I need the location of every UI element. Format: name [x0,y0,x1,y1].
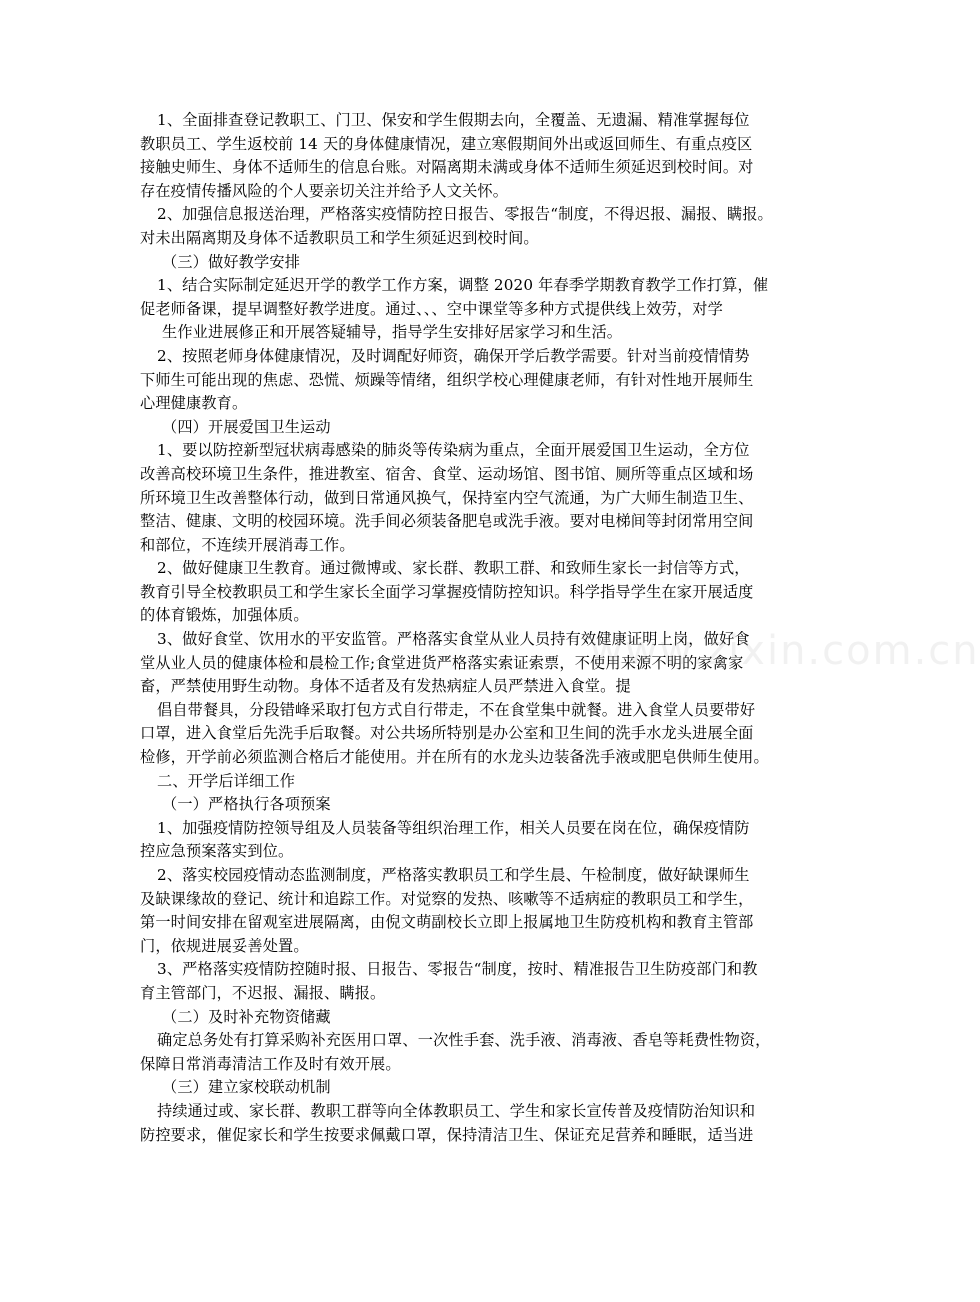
text-line: 及缺课缘故的登记、统计和追踪工作。对觉察的发热、咳嗽等不适病症的教职员工和学生， [140,889,754,908]
text-line: 所环境卫生改善整体行动，做到日常通风换气，保持室内空气流通，为广大师生制造卫生、 [140,488,754,507]
text-line: 2、做好健康卫生教育。通过微博或、家长群、教职工群、和致师生家长一封信等方式， [157,559,750,578]
watermark: www.zixin.com.cn [590,628,980,674]
text-line: 1、加强疫情防控领导组及人员装备等组织治理工作，相关人员要在岗在位，确保疫情防 [157,818,750,837]
section-heading: （三）做好教学安排 [162,252,301,271]
text-line: 畜，严禁使用野生动物。身体不适者及有发热病症人员严禁进入食堂。提 [140,677,631,696]
text-line: 2、加强信息报送治理，严格落实疫情防控日报告、零报告“制度，不得迟报、漏报、瞒报。 [157,205,773,224]
text-line: 育主管部门，不迟报、漏报、瞒报。 [140,983,386,1002]
text-line: 持续通过或、家长群、教职工群等向全体教职员工、学生和家长宣传普及疫情防治知识和 [157,1101,756,1120]
text-line: 检修，开学前必须监测合格后才能使用。并在所有的水龙头边装备洗手液或肥皂供师生使用。 [140,748,769,767]
text-line: 防控要求，催促家长和学生按要求佩戴口罩，保持清洁卫生、保证充足营养和睡眠，适当进 [140,1125,754,1144]
text-line: 和部位，不连续开展消毒工作。 [140,535,355,554]
text-line: 教职员工、学生返校前 14 天的身体健康情况，建立寒假期间外出或返回师生、有重点疫区 [140,134,753,153]
text-line: 保障日常消毒清洁工作及时有效开展。 [140,1054,401,1073]
text-line: 下师生可能出现的焦虑、恐慌、烦躁等情绪，组织学校心理健康老师，有针对性地开展师生 [140,370,754,389]
text-line: 第一时间安排在留观室进展隔离，由倪文萌副校长立即上报属地卫生防疫机构和教育主管部 [140,913,754,932]
text-line: 促老师备课，提早调整好教学进度。通过、、、空中课堂等多种方式提供线上效劳，对学 [140,299,723,318]
text-line: 整洁、健康、文明的校园环境。洗手间必须装备肥皂或洗手液。要对电梯间等封闭常用空间 [140,512,754,531]
section-heading: （一）严格执行各项预案 [162,795,331,814]
text-line: 1、全面排查登记教职工、门卫、保安和学生假期去向，全覆盖、无遗漏、精准掌握每位 [157,111,750,129]
text-line: 心理健康教育。 [140,394,248,413]
text-line: 对未出隔离期及身体不适教职员工和学生须延迟到校时间。 [140,228,539,247]
section-heading: （四）开展爱国卫生运动 [162,417,331,436]
section-heading: （三）建立家校联动机制 [162,1078,331,1097]
text-line: 3、做好食堂、饮用水的平安监管。严格落实食堂从业人员持有效健康证明上岗，做好食 [157,630,750,649]
section-heading: （二）及时补充物资储藏 [162,1007,331,1026]
text-line: 教育引导全校教职员工和学生家长全面学习掌握疫情防控知识。科学指导学生在家开展适度 [140,582,754,601]
text-line: 确定总务处有打算采购补充医用口罩、一次性手套、洗手液、消毒液、香皂等耗费性物资， [157,1031,771,1050]
text-line: 口罩，进入食堂后先洗手后取餐。对公共场所特别是办公室和卫生间的洗手水龙头进展全面 [140,724,754,743]
text-line: 2、落实校园疫情动态监测制度，严格落实教职员工和学生晨、午检制度，做好缺课师生 [157,866,750,884]
text-line: 生作业进展修正和开展答疑辅导，指导学生安排好居家学习和生活。 [162,323,623,342]
text-line: 堂从业人员的健康体检和晨检工作;食堂进货严格落实索证索票，不使用来源不明的家禽家 [140,653,744,672]
text-line: 1、要以防控新型冠状病毒感染的肺炎等传染病为重点，全面开展爱国卫生运动，全方位 [157,441,750,460]
text-line: 接触史师生、身体不适师生的信息台账。对隔离期未满或身体不适师生须延迟到校时间。对 [140,158,754,177]
text-line: 的体育锻炼，加强体质。 [140,606,309,625]
text-line: 门，依规进展妥善处置。 [140,936,309,955]
text-line: 2、按照老师身体健康情况，及时调配好师资，确保开学后教学需要。针对当前疫情情势 [157,346,750,365]
text-line: 改善高校环境卫生条件，推进教室、宿舍、食堂、运动场馆、图书馆、厕所等重点区域和场 [140,464,754,483]
text-line: 控应急预案落实到位。 [140,842,294,861]
text-line: 二、开学后详细工作 [157,771,296,790]
text-line: 1、结合实际制定延迟开学的教学工作方案，调整 2020 年春季学期教育教学工作打算，催 [157,276,769,295]
text-line: 3、严格落实疫情防控随时报、日报告、零报告“制度，按时、精准报告卫生防疫部门和教 [157,960,758,979]
text-line: 倡自带餐具，分段错峰采取打包方式自行带走，不在食堂集中就餐。进入食堂人员要带好 [157,700,756,719]
text-line: 存在疫情传播风险的个人要亲切关注并给予人文关怀。 [140,181,509,200]
